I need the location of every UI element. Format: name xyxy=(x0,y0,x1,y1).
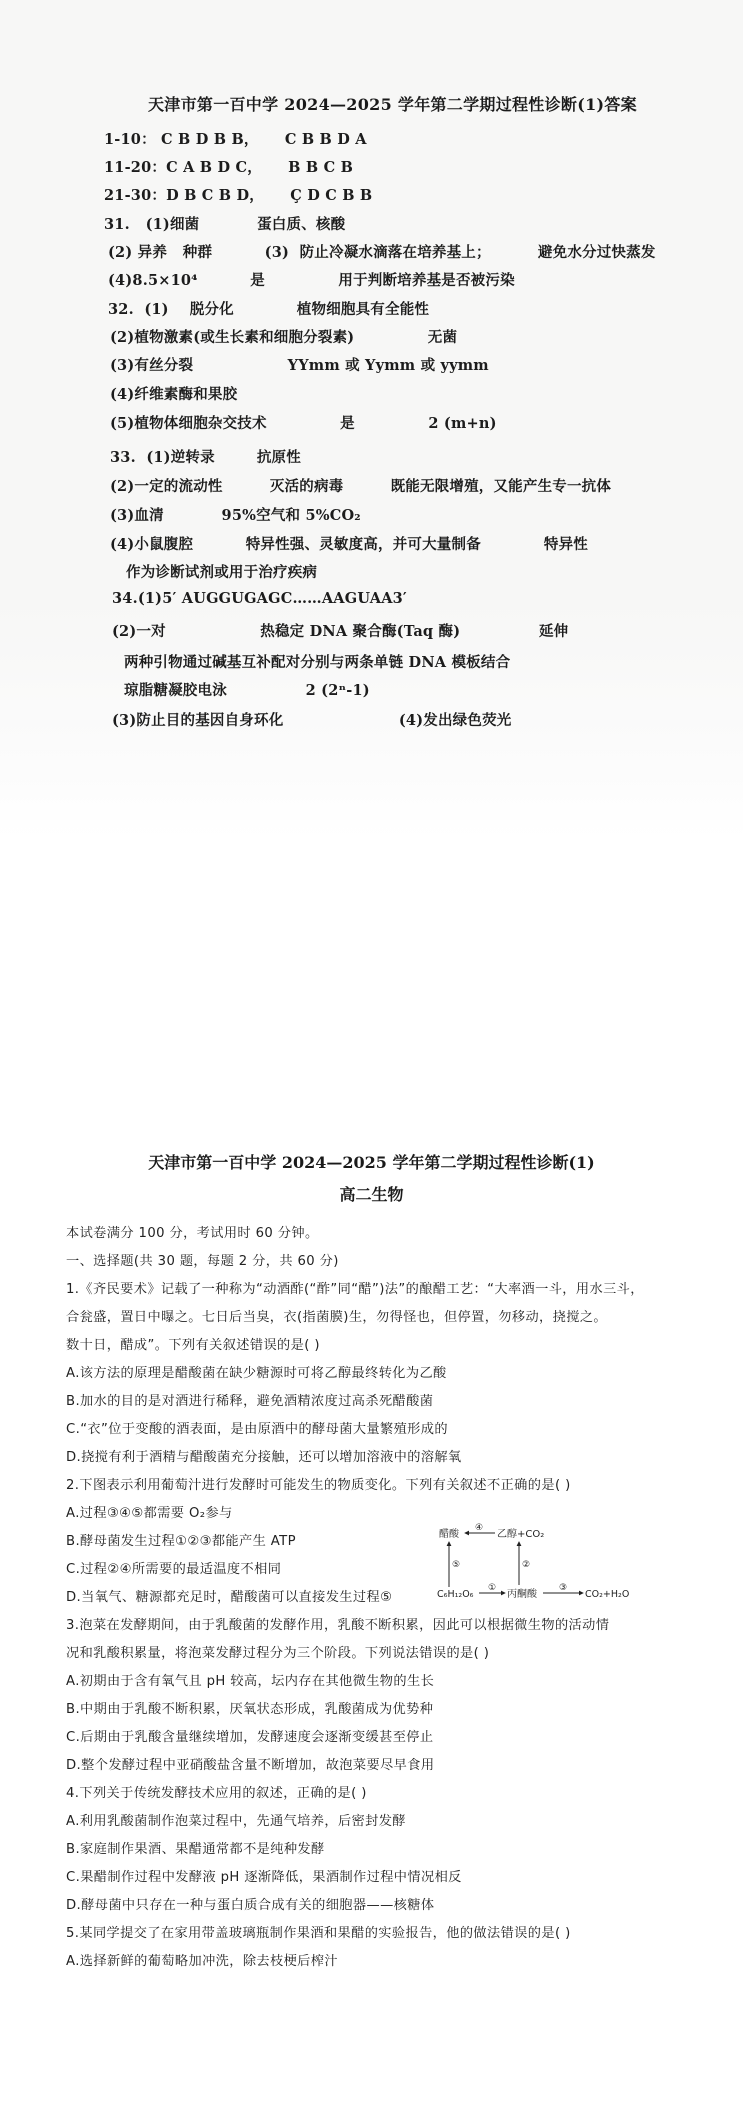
answer-line: 11-20：C A B D C， B B C B xyxy=(104,159,354,176)
answer-line: (4)8.5×10⁴ 是 用于判断培养基是否被污染 xyxy=(108,272,515,289)
answer-line: 34.(1)5′ AUGGUGAGC……AAGUAA3′ xyxy=(112,590,407,607)
exam-line: B.酵母菌发生过程①②③都能产生 ATP xyxy=(66,1534,296,1549)
answer-line: 32. (1) 脱分化 植物细胞具有全能性 xyxy=(108,301,430,318)
exam-line: 数十日，醋成”。下列有关叙述错误的是( ) xyxy=(66,1338,320,1353)
exam-line: D.整个发酵过程中亚硝酸盐含量不断增加，故泡菜要尽早食用 xyxy=(66,1758,435,1773)
node-co2-water: CO₂+H₂O xyxy=(585,1589,630,1600)
answer-line: (2)一对 热稳定 DNA 聚合酶(Taq 酶) 延伸 xyxy=(112,623,569,640)
step-3-label: ③ xyxy=(559,1583,568,1593)
exam-line: 一、选择题(共 30 题，每题 2 分，共 60 分) xyxy=(66,1254,339,1269)
exam-line: A.利用乳酸菌制作泡菜过程中，先通气培养，后密封发酵 xyxy=(66,1814,406,1829)
exam-line: 2.下图表示利用葡萄汁进行发酵时可能发生的物质变化。下列有关叙述不正确的是( ) xyxy=(66,1478,571,1493)
exam-line: 5.某同学提交了在家用带盖玻璃瓶制作果酒和果醋的实验报告，他的做法错误的是( ) xyxy=(66,1926,571,1941)
exam-line: A.该方法的原理是醋酸菌在缺少糖源时可将乙醇最终转化为乙酸 xyxy=(66,1366,447,1381)
step-2-label: ② xyxy=(522,1560,531,1570)
exam-title: 天津市第一百中学 2024—2025 学年第二学期过程性诊断(1) xyxy=(148,1153,595,1172)
fermentation-pathway-diagram xyxy=(437,1523,637,1607)
answer-sheet xyxy=(0,0,743,840)
answer-line: 两种引物通过碱基互补配对分别与两条单链 DNA 模板结合 xyxy=(124,654,511,671)
step-1-label: ① xyxy=(488,1583,497,1593)
exam-line: B.家庭制作果酒、果醋通常都不是纯种发酵 xyxy=(66,1842,325,1857)
answer-line: 1-10： C B D B B， C B B D A xyxy=(104,131,367,148)
exam-line: D.挠搅有利于酒精与醋酸菌充分接触，还可以增加溶液中的溶解氧 xyxy=(66,1450,462,1465)
exam-line: C.果醋制作过程中发酵液 pH 逐渐降低，果酒制作过程中情况相反 xyxy=(66,1870,462,1885)
exam-line: 4.下列关于传统发酵技术应用的叙述，正确的是( ) xyxy=(66,1786,367,1801)
exam-line: 况和乳酸积累量，将泡菜发酵过程分为三个阶段。下列说法错误的是( ) xyxy=(66,1646,490,1661)
answer-line: (3)血清 95%空气和 5%CO₂ xyxy=(110,507,361,524)
exam-line: B.中期由于乳酸不断积累，厌氧状态形成，乳酸菌成为优势种 xyxy=(66,1702,434,1717)
exam-line: C.“衣”位于变酸的酒表面，是由原酒中的酵母菌大量繁殖形成的 xyxy=(66,1422,448,1437)
exam-line: 合瓮盛，置日中曝之。七日后当臭，衣(指菌膜)生，勿得怪也，但停置，勿移动，挠搅之。 xyxy=(66,1310,607,1325)
answer-line: (2)一定的流动性 灭活的病毒 既能无限增殖，又能产生专一抗体 xyxy=(110,478,612,495)
answer-line: 33. (1)逆转录 抗原性 xyxy=(110,449,301,466)
answer-line: (4)小鼠腹腔 特异性强、灵敏度高，并可大量制备 特异性 xyxy=(110,536,588,553)
answer-line: (3)有丝分裂 YYmm 或 Yymm 或 yymm xyxy=(110,357,489,374)
step-4-label: ④ xyxy=(475,1523,484,1533)
answer-line: (3)防止目的基因自身环化 (4)发出绿色荧光 xyxy=(112,712,512,729)
exam-line: D.酵母菌中只存在一种与蛋白质合成有关的细胞器——核糖体 xyxy=(66,1898,435,1913)
answer-line: 31. (1)细菌 蛋白质、核酸 xyxy=(104,216,346,233)
exam-line: A.过程③④⑤都需要 O₂参与 xyxy=(66,1506,233,1521)
node-pyruvate: 丙酮酸 xyxy=(507,1589,537,1600)
exam-line: A.选择新鲜的葡萄略加冲洗，除去枝梗后榨汁 xyxy=(66,1954,338,1969)
exam-line: C.后期由于乳酸含量继续增加，发酵速度会逐渐变缓甚至停止 xyxy=(66,1730,434,1745)
answer-line: 琼脂糖凝胶电泳 2 (2ⁿ-1) xyxy=(124,682,370,699)
answer-line: (2) 异养 种群 (3) 防止冷凝水滴落在培养基上； 避免水分过快蒸发 xyxy=(108,244,656,261)
step-5-label: ⑤ xyxy=(452,1560,461,1570)
node-glucose: C₆H₁₂O₆ xyxy=(437,1589,474,1600)
exam-subject: 高二生物 xyxy=(339,1185,404,1204)
answer-line: 21-30：D B C B D， Ç D C B B xyxy=(104,187,373,204)
node-acetic-acid: 醋酸 xyxy=(439,1529,459,1540)
exam-line: 本试卷满分 100 分，考试用时 60 分钟。 xyxy=(66,1226,319,1241)
exam-line: B.加水的目的是对酒进行稀释，避免酒精浓度过高杀死醋酸菌 xyxy=(66,1394,434,1409)
node-ethanol-co2: 乙醇+CO₂ xyxy=(497,1529,545,1540)
exam-line: 1.《齐民要术》记载了一种称为“动酒酢(“酢”同“醋”)法”的酿醋工艺：“大率酒一斗，用水三斗， xyxy=(66,1282,644,1297)
exam-line: 3.泡菜在发酵期间，由于乳酸菌的发酵作用，乳酸不断积累，因此可以根据微生物的活动情 xyxy=(66,1618,610,1633)
answer-line: (4)纤维素酶和果胶 xyxy=(110,386,238,403)
answer-line: (5)植物体细胞杂交技术 是 2 (m+n) xyxy=(110,415,497,432)
exam-line: A.初期由于含有氧气且 pH 较高，坛内存在其他微生物的生长 xyxy=(66,1674,435,1689)
exam-line: C.过程②④所需要的最适温度不相同 xyxy=(66,1562,282,1577)
answer-title: 天津市第一百中学 2024—2025 学年第二学期过程性诊断(1)答案 xyxy=(148,95,637,114)
exam-line: D.当氧气、糖源都充足时，醋酸菌可以直接发生过程⑤ xyxy=(66,1590,393,1605)
answer-line: (2)植物激素(或生长素和细胞分裂素) 无菌 xyxy=(110,329,458,346)
answer-line: 作为诊断试剂或用于治疗疾病 xyxy=(126,564,318,581)
